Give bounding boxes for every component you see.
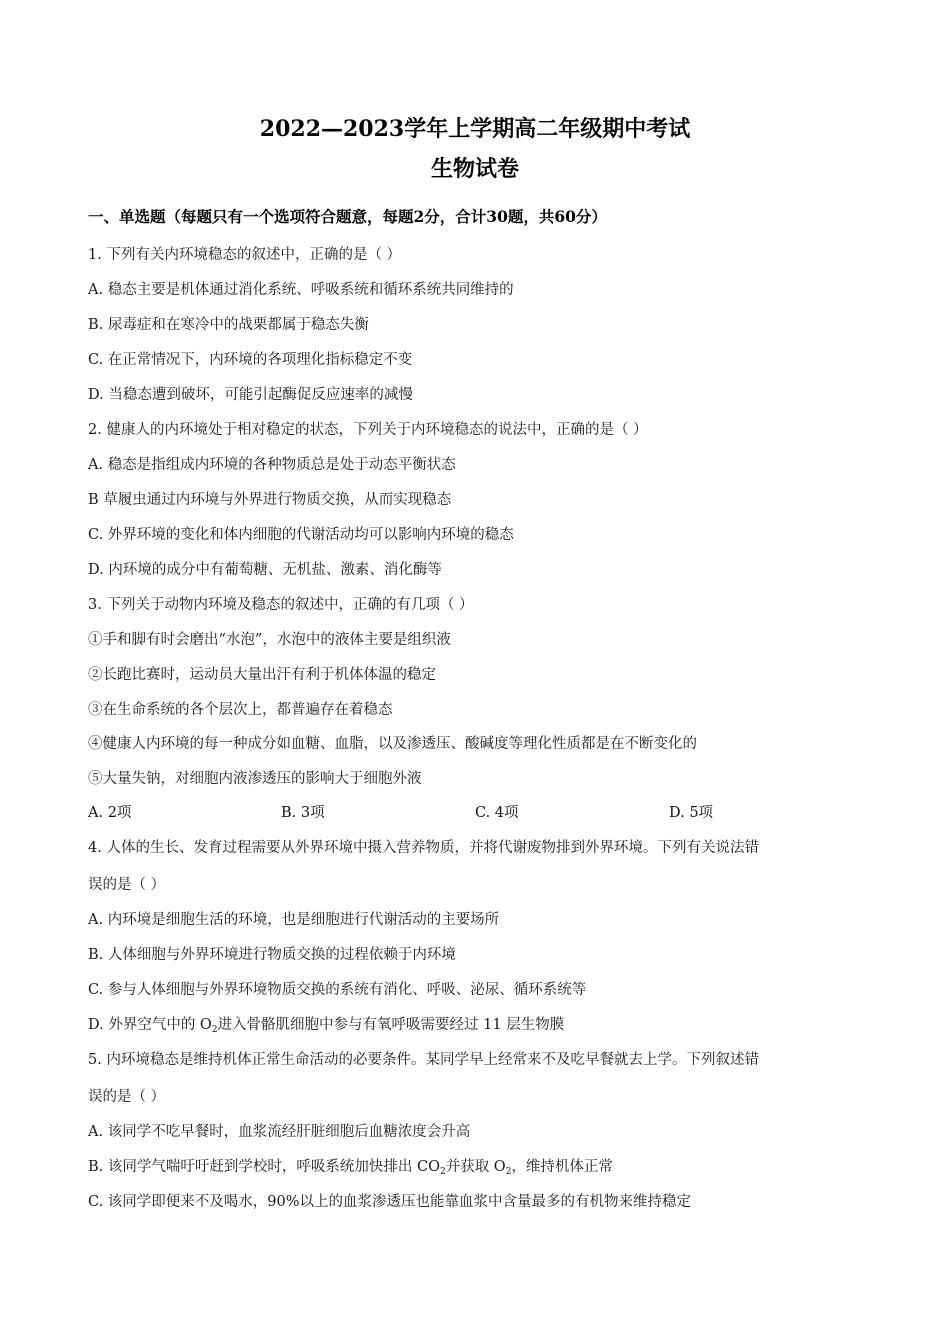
question-3-statement-1: ①手和脚有时会磨出“水泡”，水泡中的液体主要是组织液 — [88, 632, 451, 648]
question-3-statement-3: ③在生命系统的各个层次上，都普遍存在着稳态 — [88, 702, 393, 718]
question-4-option-d: D. 外界空气中的 $O_2$进入骨骼肌细胞中参与有氧呼吸需要经过 11 层生物膜 — [88, 1017, 565, 1035]
question-4-stem-line1: 4. 人体的生长、发育过程需要从外界环境中摄入营养物质，并将代谢废物排到外界环境。下列有关说法错 — [88, 840, 759, 856]
question-2-option-b: B 草履虫通过内环境与外界进行物质交换，从而实现稳态 — [88, 492, 452, 508]
question-3-statement-2: ②长跑比赛时，运动员大量出汗有利于机体体温的稳定 — [88, 667, 436, 683]
question-1-option-b: B. 尿毒症和在寒冷中的战栗都属于稳态失衡 — [88, 317, 369, 333]
question-1-stem: 1. 下列有关内环境稳态的叙述中，正确的是（ ） — [88, 247, 402, 263]
question-1-option-c: C. 在正常情况下，内环境的各项理化指标稳定不变 — [88, 352, 413, 368]
question-2-stem: 2. 健康人的内环境处于相对稳定的状态，下列关于内环境稳态的说法中，正确的是（ ） — [88, 422, 648, 438]
question-2-option-a: A. 稳态是指组成内环境的各种物质总是处于动态平衡状态 — [88, 457, 456, 473]
question-5-option-a: A. 该同学不吃早餐时，血浆流经肝脏细胞后血糖浓度会升高 — [88, 1124, 471, 1140]
question-2-option-c: C. 外界环境的变化和体内细胞的代谢活动均可以影响内环境的稳态 — [88, 527, 514, 543]
question-3-stem: 3. 下列关于动物内环境及稳态的叙述中，正确的有几项（ ） — [88, 597, 474, 613]
question-1-option-a: A. 稳态主要是机体通过消化系统、呼吸系统和循环系统共同维持的 — [88, 282, 514, 298]
exam-title: 2022—2023学年上学期高二年级期中考试 — [259, 116, 691, 142]
question-3-option-a: A. 2项 — [88, 805, 132, 821]
question-2-option-d: D. 内环境的成分中有葡萄糖、无机盐、激素、消化酶等 — [88, 562, 442, 578]
question-4-stem-line2: 误的是（ ） — [88, 877, 166, 893]
section-heading: 一、单选题（每题只有一个选项符合题意，每题2分，合计30题，共60分） — [88, 207, 607, 226]
question-3-option-d: D. 5项 — [669, 805, 714, 821]
question-4-option-c: C. 参与人体细胞与外界环境物质交换的系统有消化、呼吸、泌尿、循环系统等 — [88, 982, 587, 998]
question-5-stem-line1: 5. 内环境稳态是维持机体正常生命活动的必要条件。某同学早上经常来不及吃早餐就去上学。下列叙述错 — [88, 1052, 759, 1068]
exam-subject: 生物试卷 — [430, 156, 519, 182]
question-5-option-c: C. 该同学即便来不及喝水，90%以上的血浆渗透压也能靠血浆中含量最多的有机物来维持稳定 — [88, 1194, 692, 1210]
question-5-stem-line2: 误的是（ ） — [88, 1089, 166, 1105]
question-3-statement-4: ④健康人内环境的每一种成分如血糖、血脂，以及渗透压、酸碱度等理化性质都是在不断变化的 — [88, 736, 697, 752]
question-5-option-b: B. 该同学气喘吁吁赶到学校时，呼吸系统加快排出 $CO_2$并获取 $O_2$，维持机体正常 — [88, 1159, 613, 1177]
question-3-option-b: B. 3项 — [281, 805, 325, 821]
question-3-statement-5: ⑤大量失钠，对细胞内液渗透压的影响大于细胞外液 — [88, 771, 422, 787]
question-4-option-a: A. 内环境是细胞生活的环境，也是细胞进行代谢活动的主要场所 — [88, 912, 500, 928]
question-1-option-d: D. 当稳态遭到破坏，可能引起酶促反应速率的减慢 — [88, 387, 413, 403]
question-3-option-c: C. 4项 — [475, 805, 519, 821]
question-4-option-b: B. 人体细胞与外界环境进行物质交换的过程依赖于内环境 — [88, 947, 456, 963]
